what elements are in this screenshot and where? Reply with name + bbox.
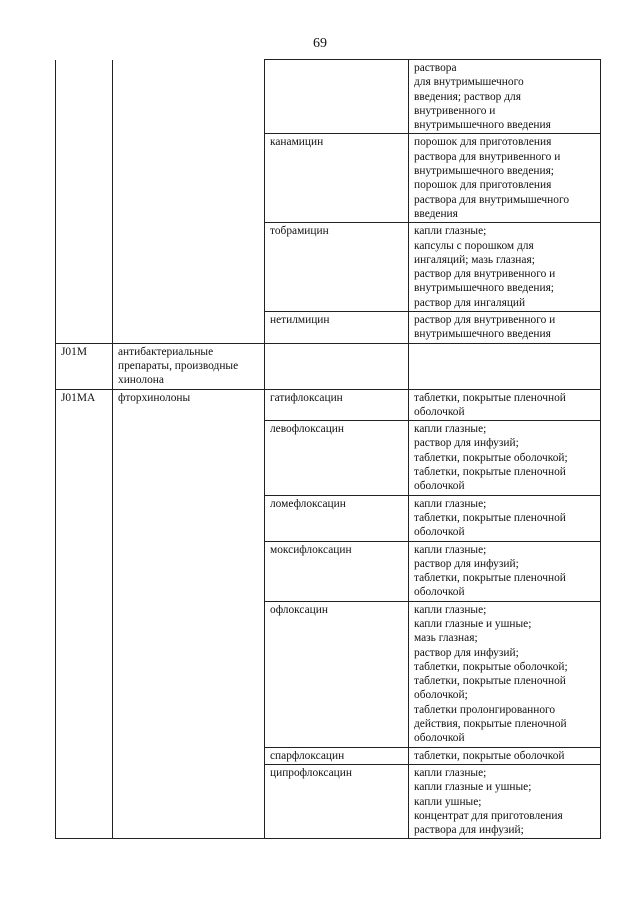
cell-line: для внутримышечного — [414, 76, 524, 89]
cell-line: раствор для инфузий; — [414, 646, 519, 659]
cell-line: таблетки, покрытые пленочной — [414, 572, 566, 585]
inn-cell: тобрамицин — [265, 223, 409, 312]
group-name-cell — [113, 421, 265, 495]
cell-line: внутримышечного введения — [414, 328, 551, 341]
cell-line: введения — [414, 207, 458, 220]
inn-cell: канамицин — [265, 134, 409, 223]
cell-line: таблетки, покрытые пленочной — [414, 391, 566, 404]
atc-code-cell — [56, 541, 113, 601]
cell-line: таблетки, покрытые оболочкой — [414, 749, 565, 762]
cell-line: раствора для внутримышечного — [414, 193, 570, 206]
table-row — [56, 421, 601, 495]
table-row — [56, 343, 601, 389]
table-row — [56, 134, 601, 223]
cell-line: оболочкой — [414, 732, 465, 745]
cell-line: оболочкой — [414, 586, 465, 599]
atc-code-cell — [56, 223, 113, 312]
cell-line: таблетки пролонгированного — [414, 703, 556, 716]
drug-table — [55, 59, 601, 839]
dosage-form-cell — [409, 601, 601, 747]
atc-code-cell — [56, 747, 113, 764]
dosage-form-cell — [409, 134, 601, 223]
cell-line: таблетки, покрытые пленочной — [414, 675, 566, 688]
dosage-form-cell — [409, 764, 601, 838]
cell-line: внутривенного и — [414, 104, 496, 117]
cell-line: раствора для внутривенного и — [414, 150, 561, 163]
atc-code-cell — [56, 495, 113, 541]
group-name-cell — [113, 60, 265, 134]
cell-line: оболочкой — [414, 480, 465, 493]
cell-line: капли глазные; — [414, 225, 487, 238]
cell-line: капли глазные и ушные; — [414, 781, 532, 794]
cell-line: хинолона — [118, 374, 164, 387]
table-row — [56, 312, 601, 344]
inn-cell: гатифлоксацин — [265, 389, 409, 421]
group-name-cell — [113, 223, 265, 312]
inn-cell: моксифлоксацин — [265, 541, 409, 601]
atc-code-cell — [56, 421, 113, 495]
cell-line: введения; раствор для — [414, 90, 521, 103]
cell-line: оболочкой; — [414, 689, 468, 702]
atc-code-cell: J01MA — [56, 389, 113, 421]
table-row — [56, 601, 601, 747]
cell-line: капли ушные; — [414, 795, 482, 808]
dosage-form-cell — [409, 312, 601, 344]
cell-line: капсулы с порошком для — [414, 239, 534, 252]
cell-line: оболочкой — [414, 405, 465, 418]
atc-code-cell — [56, 764, 113, 838]
cell-line: таблетки, покрытые оболочкой; — [414, 451, 568, 464]
cell-line: раствор для ингаляций — [414, 296, 526, 309]
cell-line: порошок для приготовления — [414, 136, 552, 149]
table-row — [56, 764, 601, 838]
inn-cell: ципрофлоксацин — [265, 764, 409, 838]
cell-line: препараты, производные — [118, 359, 239, 372]
cell-line: капли глазные; — [414, 766, 487, 779]
table-row — [56, 223, 601, 312]
cell-line: капли глазные; — [414, 603, 487, 616]
group-name-cell — [113, 389, 265, 421]
cell-line: раствор для инфузий; — [414, 437, 519, 450]
cell-line: внутримышечного введения — [414, 119, 551, 132]
table-row — [56, 60, 601, 134]
atc-code-cell — [56, 134, 113, 223]
cell-line: таблетки, покрытые пленочной — [414, 466, 566, 479]
inn-cell — [265, 60, 409, 134]
cell-line: фторхинолоны — [118, 391, 191, 404]
cell-line: раствора — [414, 62, 457, 74]
cell-line: раствор для инфузий; — [414, 557, 519, 570]
dosage-form-cell — [409, 495, 601, 541]
table-row — [56, 541, 601, 601]
inn-cell: нетилмицин — [265, 312, 409, 344]
cell-line: порошок для приготовления — [414, 179, 552, 192]
dosage-form-cell — [409, 541, 601, 601]
atc-code-cell — [56, 312, 113, 344]
cell-line: внутримышечного введения; — [414, 165, 554, 178]
cell-line: капли глазные; — [414, 543, 487, 556]
dosage-form-cell — [409, 343, 601, 389]
dosage-form-cell — [409, 421, 601, 495]
cell-line: внутримышечного введения; — [414, 282, 554, 295]
group-name-cell — [113, 312, 265, 344]
dosage-form-cell — [409, 60, 601, 134]
atc-code-cell: J01M — [56, 343, 113, 389]
inn-cell: офлоксацин — [265, 601, 409, 747]
cell-line: раствора для инфузий; — [414, 824, 524, 837]
cell-line: капли глазные; — [414, 423, 487, 436]
cell-line: мазь глазная; — [414, 632, 478, 645]
dosage-form-cell — [409, 389, 601, 421]
cell-line: таблетки, покрытые оболочкой; — [414, 660, 568, 673]
group-name-cell — [113, 343, 265, 389]
cell-line: оболочкой — [414, 526, 465, 539]
page-number: 69 — [313, 36, 327, 51]
group-name-cell — [113, 541, 265, 601]
cell-line: действия, покрытые пленочной — [414, 718, 567, 731]
cell-line: концентрат для приготовления — [414, 809, 563, 822]
group-name-cell — [113, 601, 265, 747]
inn-cell: спарфлоксацин — [265, 747, 409, 764]
inn-cell: ломефлоксацин — [265, 495, 409, 541]
dosage-form-cell — [409, 223, 601, 312]
table-row — [56, 747, 601, 764]
inn-cell — [265, 343, 409, 389]
cell-line: ингаляций; мазь глазная; — [414, 253, 535, 266]
group-name-cell — [113, 764, 265, 838]
inn-cell: левофлоксацин — [265, 421, 409, 495]
atc-code-cell — [56, 60, 113, 134]
group-name-cell — [113, 134, 265, 223]
cell-line: антибактериальные — [118, 345, 214, 358]
cell-line: раствор для внутривенного и — [414, 268, 556, 281]
table-row — [56, 389, 601, 421]
cell-line: таблетки, покрытые пленочной — [414, 511, 566, 524]
cell-line: капли глазные и ушные; — [414, 617, 532, 630]
group-name-cell — [113, 747, 265, 764]
drug-table-body — [56, 60, 601, 839]
dosage-form-cell — [409, 747, 601, 764]
cell-line: капли глазные; — [414, 497, 487, 510]
cell-line: раствор для внутривенного и — [414, 314, 556, 327]
group-name-cell — [113, 495, 265, 541]
atc-code-cell — [56, 601, 113, 747]
table-row — [56, 495, 601, 541]
